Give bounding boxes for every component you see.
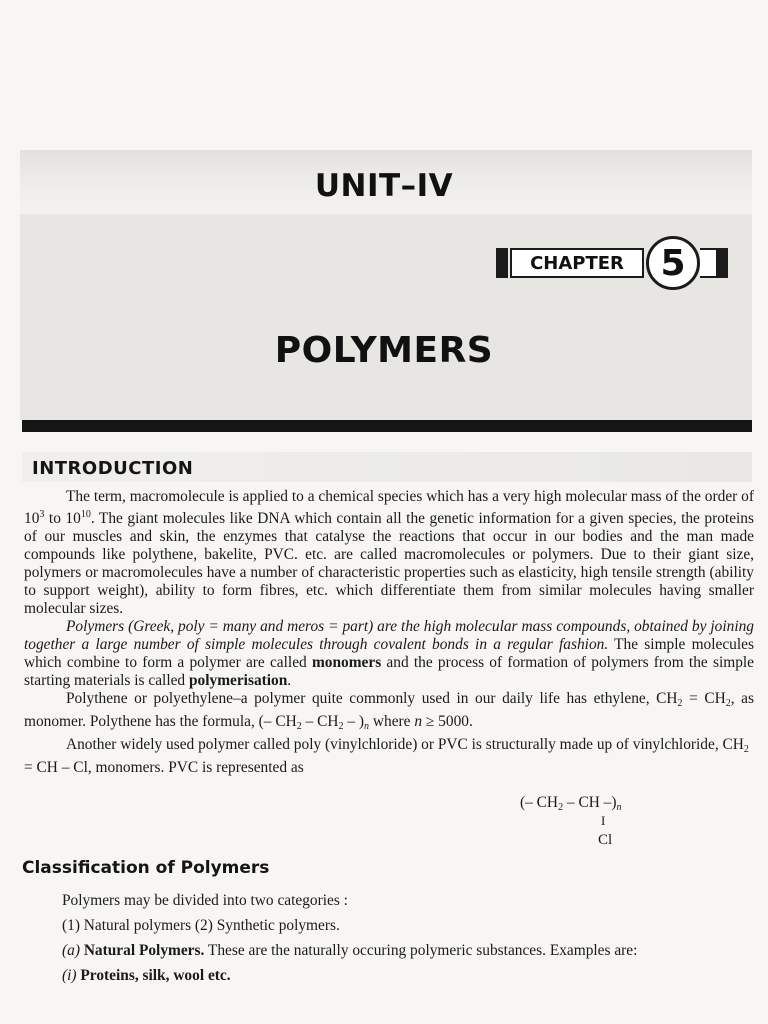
paragraph-4: Another widely used polymer called poly (vinylchloride) or PVC is structurally made up of vinylchloride, $CH_2$ = CH – Cl, monomers. PVC is represented as xyxy=(24,736,749,776)
paragraph-2: Polymers (Greek, poly = many and meros = part) are the high molecular mass compounds, obtained by joining together a large number of simple molecules through covalent bonds in a regular fashion. The simple molecules which combine to form a polymer are called monomers and the process of formation of polymers from the simple starting materials is called polymerisation. xyxy=(24,618,754,689)
introduction-heading: INTRODUCTION xyxy=(32,458,194,479)
chapter-title: POLYMERS xyxy=(274,330,494,371)
pvc-formula: (– $CH_2$ – CH $-)_n$ xyxy=(520,794,622,813)
heading-rule xyxy=(22,420,752,432)
classification-body xyxy=(24,888,754,988)
badge-bar-right xyxy=(716,248,728,278)
classification-line-4: (i) Proteins, silk, wool etc. xyxy=(62,967,231,984)
classification-line-3: (a) Natural Polymers. These are the naturally occuring polymeric substances. Examples are: xyxy=(62,942,638,959)
chapter-number: 5 xyxy=(646,236,700,290)
pvc-bond: I xyxy=(601,813,606,828)
classification-line-1: Polymers may be divided into two categories : xyxy=(62,892,348,909)
badge-connector xyxy=(700,248,716,278)
badge-bar-left xyxy=(496,248,508,278)
pvc-chlorine: Cl xyxy=(598,832,613,848)
introduction-body xyxy=(24,488,754,777)
unit-title: UNIT–IV xyxy=(314,168,454,204)
chapter-badge xyxy=(496,236,728,290)
chapter-label: CHAPTER xyxy=(510,248,644,278)
paragraph-1: The term, macromolecule is applied to a chemical species which has a very high molecular mass of the order of $10^3$ to $10^{10}$. The giant molecules like DNA which contain all the genetic information for a given species, the proteins of our muscles and skin, the enzymes that catalyse the reactions that occur in our bodies and the man made compounds like polythene, bakelite, PVC. etc. are called macromolecules or polymers. Due to their giant size, polymers or macromolecules have a number of characteristic properties such as elasticity, high tensile strength (ability to support weight), ability to form fibres, etc. which differentiate them from similar molecules having smaller molecular sizes. xyxy=(24,488,754,617)
classification-line-2: (1) Natural polymers (2) Synthetic polymers. xyxy=(62,917,340,934)
classification-heading: Classification of Polymers xyxy=(22,858,270,878)
paragraph-3: Polythene or polyethylene–a polymer quite commonly used in our daily life has ethylene, $CH_2 = CH_2$, as monomer. Polythene has the formula, (– $CH_2 - CH_2 - )_n$ where n ≥ 5000. xyxy=(24,690,754,732)
